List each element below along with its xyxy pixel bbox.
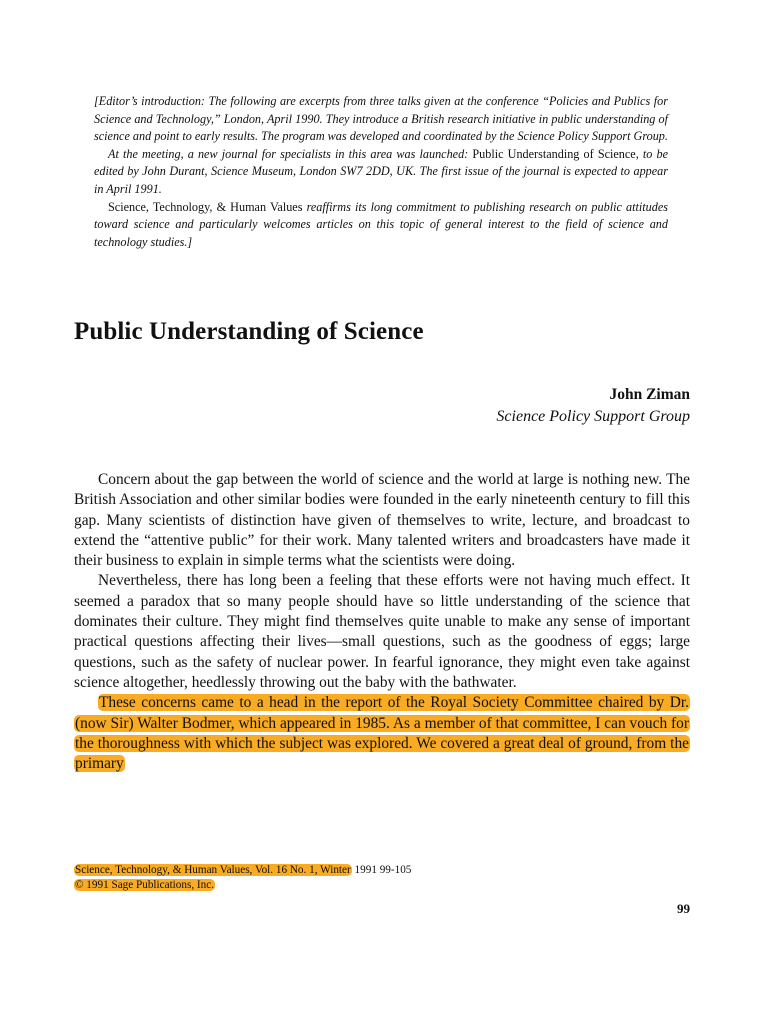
intro-paragraph-1 <box>94 93 668 146</box>
page-number: 99 <box>677 901 690 916</box>
author-name: John Ziman <box>609 386 690 403</box>
intro-text-1: [Editor’s introduction: The following are excerpts from three talks given at the conference “Policies and Publics for Science and Technology,” London, April 1990. They introduce a British research initiative in public understanding of science and point to early results. The program was developed and coordinated by the Science Policy Support Group. <box>94 94 668 144</box>
intro-text-2a: At the meeting, a new journal for specialists in this area was launched: <box>108 146 469 161</box>
highlighted-text: These concerns came to a head in the report of the Royal Society Committee chaired by Dr. (now Sir) Walter Bodmer, which appeared in 1985. As a member of that committee, I can vouch for the thoroughness with which the subject was explored. We covered a great deal of ground, from the primary <box>75 694 689 773</box>
article-body <box>74 470 690 774</box>
body-paragraph-3 <box>74 693 690 774</box>
editor-introduction <box>94 93 668 251</box>
body-paragraph-2: Nevertheless, there has long been a feeling that these efforts were not having much effect. It seemed a paradox that so many people should have so little understanding of the science that dominates their culture. They might find themselves quite unable to make any sense of important practical questions affecting their lives—small questions, such as the goodness of eggs; large questions, such as the safety of nuclear power. In fearful ignorance, they might even take against science altogether, heedlessly throwing out the baby with the bathwater. <box>74 572 690 691</box>
intro-paragraph-3 <box>94 199 668 252</box>
intro-paragraph-2 <box>94 146 668 199</box>
copyright-highlight: © 1991 Sage Publications, Inc. <box>75 879 215 891</box>
article-title: Public Understanding of Science <box>74 318 424 345</box>
intro-text-3: reaffirms its long commitment to publishing research on public attitudes toward science and particularly welcomes articles on this topic of general interest to the field of science and technology studies.] <box>94 199 668 249</box>
journal-citation-pages: 1991 99-105 <box>351 864 412 876</box>
copyright-line <box>74 878 411 893</box>
author-affiliation: Science Policy Support Group <box>496 408 690 425</box>
sthv-name-text: Science, Technology, & Human Values <box>108 199 307 214</box>
journal-citation <box>74 863 411 878</box>
journal-citation-highlight: Science, Technology, & Human Values, Vol. 16 No. 1, Winter <box>75 864 351 876</box>
body-paragraph-1: Concern about the gap between the world of science and the world at large is nothing new. The British Association and other similar bodies were founded in the early nineteenth century to fill this gap. Many scientists of distinction have given of themselves to write, lecture, and broadcast to extend the “attentive public” for their work. Many talented writers and broadcasters have made it their business to explain in simple terms what the scientists were doing. <box>74 471 690 570</box>
journal-name-text: Public Understanding of Science, <box>468 146 643 161</box>
page-footer <box>74 863 411 893</box>
intro-text-2b: to be edited by John Durant, Science Museum, London SW7 2DD, UK. The first issue of the journal is expected to appear in April 1991. <box>94 146 669 196</box>
